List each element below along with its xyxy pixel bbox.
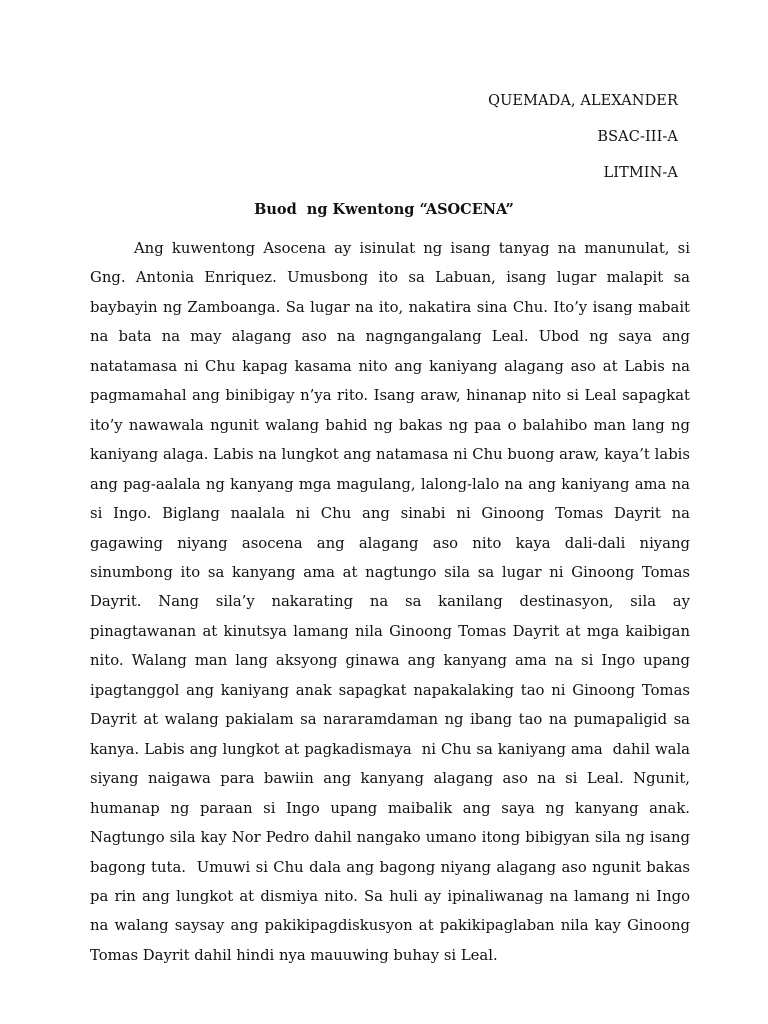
summary-paragraph: Ang kuwentong Asocena ay isinulat ng isang tanyag na manunulat, si Gng. Antonia Enriquez. Umusbong ito sa Labuan, isang lugar malapit sa baybayin ng Zamboanga. Sa lugar na ito, nakatira sina Chu. Ito’y isang mabait na bata na may alagang aso na nagngangalang Leal. Ubod ng saya ang natatamasa ni Chu kapag kasama nito ang kaniyang alagang aso at Labis na pagmamahal ang binibigay n’ya rito. Isang araw, hinanap nito si Leal sapagkat ito’y nawawala ngunit walang bahid ng bakas ng paa o balahibo man lang ng kaniyang alaga. Labis na lungkot ang natamasa ni Chu buong araw, kaya’t labis ang pag-aalala ng kanyang mga magulang, lalong-lalo na ang kaniyang ama na si Ingo. Biglang naalala ni Chu ang sinabi ni Ginoong Tomas Dayrit na gagawing niyang asocena ang alagang aso nito kaya dali-dali niyang sinumbong ito sa kanyang ama at nagtungo sila sa lugar ni Ginoong Tomas Dayrit. Nang sila’y nakarating na sa kanilang destinasyon, sila ay pinagtawanan at kinutsya lamang nila Ginoong Tomas Dayrit at mga kaibigan nito. Walang man lang aksyong ginawa ang kanyang ama na si Ingo upang ipagtanggol ang kaniyang anak sapagkat napakalaking tao ni Ginoong Tomas Dayrit at walang pakialam sa nararamdaman ng ibang tao na pumapaligid sa kanya. Labis ang lungkot at pagkadismaya ni Chu sa kaniyang ama dahil wala siyang naigawa para bawiin ang kanyang alagang aso na si Leal. Ngunit, humanap ng paraan si Ingo upang maibalik ang saya ng kanyang anak. Nagtungo sila kay Nor Pedro dahil nangako umano itong bibigyan sila ng isang bagong tuta. Umuwi si Chu dala ang bagong niyang alagang aso ngunit bakas pa rin ang lungkot at dismiya nito. Sa huli ay ipinaliwanag na lamang ni Ingo na walang saysay ang pakikipagdiskusyon at pakikipaglaban nila kay Ginoong Tomas Dayrit dahil hindi nya mauuwing buhay si Leal. xyxy=(90,240,695,964)
author-name: QUEMADA, ALEXANDER xyxy=(488,93,678,109)
subject-code: LITMIN-A xyxy=(603,165,678,181)
document-title: Buod ng Kwentong “ASOCENA” xyxy=(254,201,514,218)
course-section: BSAC-III-A xyxy=(597,129,678,145)
